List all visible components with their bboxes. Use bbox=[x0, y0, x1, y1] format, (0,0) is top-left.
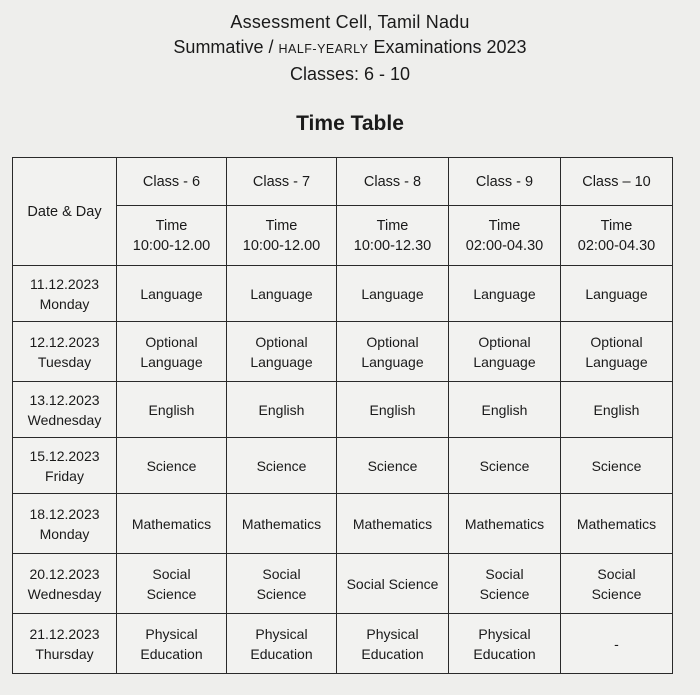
table-row bbox=[13, 438, 673, 494]
date-day-cell bbox=[13, 322, 117, 382]
subject-text: Mathematics bbox=[576, 515, 657, 532]
time-cell bbox=[337, 206, 449, 266]
subject-cell bbox=[449, 322, 561, 382]
subject-text: Education bbox=[140, 645, 203, 662]
subject-text: Mathematics bbox=[352, 515, 433, 532]
subject-text: Science bbox=[591, 457, 642, 474]
time-table bbox=[12, 157, 673, 674]
subject-text: English bbox=[593, 401, 640, 418]
subject-text: Language bbox=[250, 285, 313, 302]
date-day-cell bbox=[13, 614, 117, 674]
table-row bbox=[13, 494, 673, 554]
subject-cell bbox=[117, 614, 227, 674]
subject-cell bbox=[117, 494, 227, 554]
subject-text: Optional bbox=[255, 333, 308, 350]
subject-text: Language bbox=[361, 353, 424, 370]
class-header-row bbox=[13, 158, 673, 206]
subject-cell bbox=[561, 438, 673, 494]
subject-text: English bbox=[369, 401, 416, 418]
time-cell bbox=[227, 206, 337, 266]
exam-day: Wednesday bbox=[27, 585, 102, 602]
class-header: Class - 7 bbox=[227, 158, 337, 206]
subject-cell bbox=[561, 266, 673, 322]
subject-cell bbox=[561, 322, 673, 382]
subject-cell bbox=[561, 494, 673, 554]
subject-text: Optional bbox=[590, 333, 643, 350]
date-day-cell bbox=[13, 266, 117, 322]
subject-text: Education bbox=[361, 645, 424, 662]
subject-cell bbox=[561, 382, 673, 438]
subject-text: Language bbox=[585, 353, 648, 370]
exam-day: Wednesday bbox=[27, 411, 102, 428]
time-cell bbox=[117, 206, 227, 266]
exam-date: 18.12.2023 bbox=[29, 505, 100, 522]
subject-cell bbox=[227, 382, 337, 438]
subject-text: Social bbox=[152, 565, 191, 582]
subject-cell bbox=[117, 266, 227, 322]
time-cell bbox=[561, 206, 673, 266]
subject-cell bbox=[227, 266, 337, 322]
subject-text: Language bbox=[361, 285, 424, 302]
subject-text: Mathematics bbox=[464, 515, 545, 532]
subject-cell bbox=[337, 614, 449, 674]
subject-cell bbox=[449, 494, 561, 554]
time-label: Time bbox=[488, 217, 521, 234]
subject-text: Optional bbox=[366, 333, 419, 350]
subject-cell bbox=[117, 322, 227, 382]
time-label: Time bbox=[265, 217, 298, 234]
subject-cell bbox=[449, 382, 561, 438]
table-row bbox=[13, 554, 673, 614]
date-day-header: Date & Day bbox=[13, 158, 117, 266]
subject-text: Physical bbox=[478, 625, 531, 642]
class-header: Class - 8 bbox=[337, 158, 449, 206]
subject-text: Science bbox=[479, 457, 530, 474]
subject-text: Optional bbox=[145, 333, 198, 350]
page-title: Time Table bbox=[296, 112, 404, 135]
subject-text: Language bbox=[473, 353, 536, 370]
subject-text: Science bbox=[256, 585, 307, 602]
subject-text: Social bbox=[597, 565, 636, 582]
subject-text: English bbox=[258, 401, 305, 418]
exam-date: 12.12.2023 bbox=[29, 333, 100, 350]
subject-text: English bbox=[481, 401, 528, 418]
subject-cell bbox=[337, 382, 449, 438]
subject-text: Science bbox=[146, 457, 197, 474]
subject-text: Social Science bbox=[346, 575, 439, 592]
subject-cell bbox=[117, 554, 227, 614]
subject-cell bbox=[449, 266, 561, 322]
subject-cell bbox=[449, 614, 561, 674]
subject-text: Physical bbox=[366, 625, 419, 642]
exam-name-part-a: Summative / bbox=[173, 37, 279, 57]
time-value: 02:00-04.30 bbox=[465, 237, 544, 254]
subject-text: Language bbox=[140, 353, 203, 370]
table-row bbox=[13, 322, 673, 382]
subject-text: Science bbox=[146, 585, 197, 602]
subject-text: Social bbox=[262, 565, 301, 582]
date-day-cell bbox=[13, 382, 117, 438]
time-value: 10:00-12.00 bbox=[132, 237, 211, 254]
subject-text: Education bbox=[473, 645, 536, 662]
subject-text: Education bbox=[250, 645, 313, 662]
subject-text: Science bbox=[367, 457, 418, 474]
subject-cell bbox=[449, 438, 561, 494]
time-label: Time bbox=[600, 217, 633, 234]
exam-date: 21.12.2023 bbox=[29, 625, 100, 642]
time-label: Time bbox=[155, 217, 188, 234]
exam-day: Monday bbox=[39, 295, 90, 312]
subject-cell bbox=[337, 554, 449, 614]
table-row bbox=[13, 614, 673, 674]
subject-text: Science bbox=[479, 585, 530, 602]
subject-cell bbox=[227, 494, 337, 554]
subject-text: Optional bbox=[478, 333, 531, 350]
class-header: Class – 10 bbox=[561, 158, 673, 206]
classes-line: Classes: 6 - 10 bbox=[289, 64, 411, 84]
exam-date: 15.12.2023 bbox=[29, 447, 100, 464]
exam-day: Monday bbox=[39, 525, 90, 542]
date-day-cell bbox=[13, 554, 117, 614]
subject-cell bbox=[449, 554, 561, 614]
date-day-cell bbox=[13, 494, 117, 554]
table-row bbox=[13, 382, 673, 438]
class-header: Class - 9 bbox=[449, 158, 561, 206]
subject-cell bbox=[337, 266, 449, 322]
document-header bbox=[0, 10, 700, 87]
subject-cell bbox=[227, 322, 337, 382]
subject-cell bbox=[227, 614, 337, 674]
subject-cell bbox=[337, 494, 449, 554]
issuer-line: Assessment Cell, Tamil Nadu bbox=[230, 12, 470, 32]
class-header: Class - 6 bbox=[117, 158, 227, 206]
exam-day: Tuesday bbox=[37, 353, 92, 370]
exam-day: Thursday bbox=[35, 645, 94, 662]
time-value: 10:00-12.30 bbox=[353, 237, 432, 254]
subject-cell bbox=[561, 554, 673, 614]
subject-cell bbox=[337, 322, 449, 382]
subject-text: Science bbox=[591, 585, 642, 602]
time-value: 10:00-12.00 bbox=[242, 237, 321, 254]
subject-cell bbox=[117, 382, 227, 438]
subject-text: Mathematics bbox=[241, 515, 322, 532]
time-table-body bbox=[13, 266, 673, 674]
time-cell bbox=[449, 206, 561, 266]
subject-cell bbox=[561, 614, 673, 674]
subject-text: - bbox=[614, 635, 619, 652]
subject-text: Language bbox=[250, 353, 313, 370]
subject-text: Language bbox=[585, 285, 648, 302]
exam-date: 20.12.2023 bbox=[29, 565, 100, 582]
exam-date: 13.12.2023 bbox=[29, 391, 100, 408]
exam-name-line bbox=[0, 35, 700, 62]
subject-cell bbox=[227, 554, 337, 614]
subject-text: Mathematics bbox=[131, 515, 212, 532]
subject-text: Science bbox=[256, 457, 307, 474]
subject-text: Physical bbox=[255, 625, 308, 642]
subject-text: Language bbox=[140, 285, 203, 302]
exam-name-part-c: Examinations 2023 bbox=[368, 37, 527, 57]
subject-cell bbox=[227, 438, 337, 494]
exam-day: Friday bbox=[45, 467, 84, 484]
subject-cell bbox=[117, 438, 227, 494]
time-value: 02:00-04.30 bbox=[577, 237, 656, 254]
date-day-cell bbox=[13, 438, 117, 494]
subject-cell bbox=[337, 438, 449, 494]
subject-text: Language bbox=[473, 285, 536, 302]
exam-name-part-b: HALF-YEARLY bbox=[278, 42, 369, 56]
time-label: Time bbox=[376, 217, 409, 234]
subject-text: Social bbox=[485, 565, 524, 582]
subject-text: English bbox=[148, 401, 195, 418]
exam-date: 11.12.2023 bbox=[29, 275, 100, 292]
table-row bbox=[13, 266, 673, 322]
subject-text: Physical bbox=[145, 625, 198, 642]
